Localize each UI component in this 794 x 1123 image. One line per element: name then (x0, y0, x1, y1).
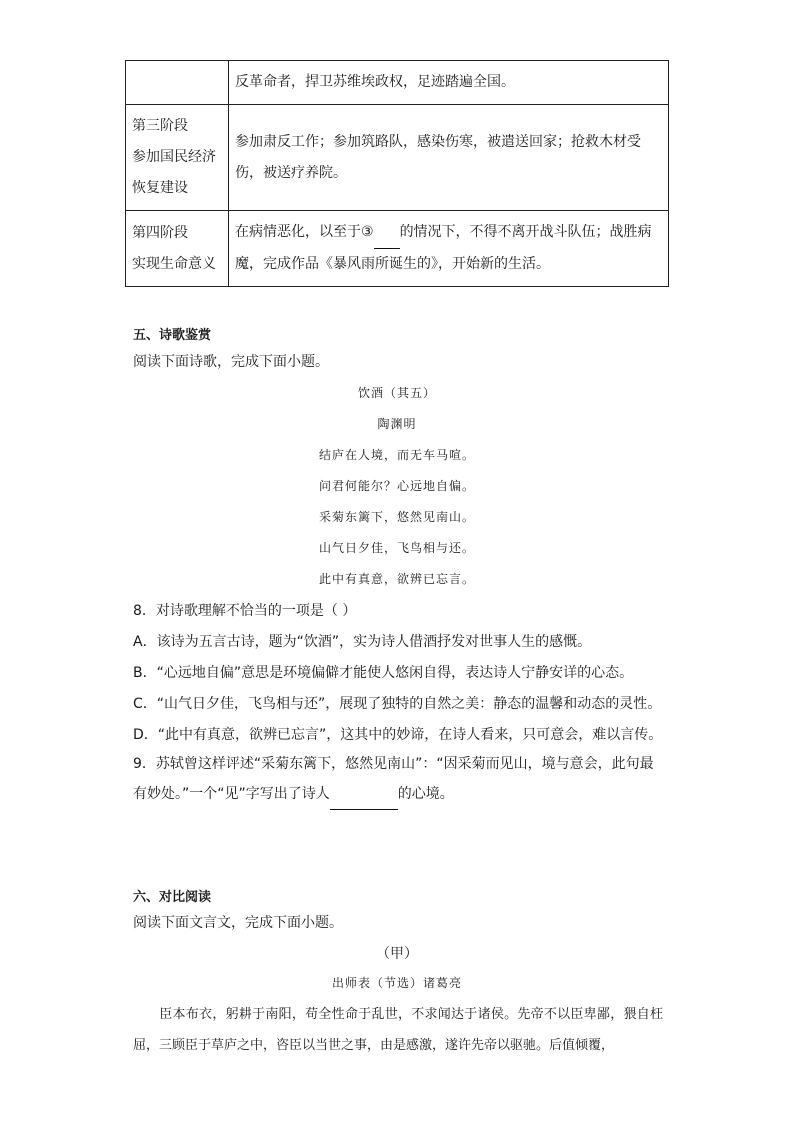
stage-cell: 第三阶段 参加国民经济 恢复建设 (126, 105, 229, 211)
passage-title: 出师表（节选）诸葛亮 (331, 976, 462, 990)
section-title: 六、对比阅读 (133, 890, 212, 905)
content-cell (229, 211, 669, 287)
section-title: 五、诗歌鉴赏 (133, 328, 212, 343)
poem-line: 结庐在人境，而无车马喧。 (318, 448, 475, 462)
option-b[interactable]: B．“心远地自偏”意思是环境偏僻才能使人悠闲自得，表达诗人宁静安详的心态。 (133, 665, 634, 681)
option-d[interactable]: D．“此中有真意，欲辨已忘言”，这其中的妙谛，在诗人看来，只可意会，难以言传。 (133, 727, 663, 743)
content-before-blank: 在病情恶化，以至于③ (235, 224, 374, 240)
answer-blank[interactable] (330, 779, 398, 810)
poem-line: 采菊东篱下，悠然见南山。 (318, 510, 475, 524)
passage-label: （甲） (376, 946, 418, 962)
poem-line: 此中有真意，欲辨已忘言。 (318, 572, 475, 586)
poem-line: 山气日夕佳，飞鸟相与还。 (318, 541, 475, 555)
content-cell: 参加肃反工作；参加筑路队，感染伤寒，被遣送回家；抢救木材受伤，被送疗养院。 (229, 105, 669, 211)
option-c[interactable]: C．“山气日夕佳，飞鸟相与还”，展现了独特的自然之美：静态的温馨和动态的灵性。 (133, 696, 662, 712)
table-row (126, 105, 669, 211)
table-row (126, 61, 669, 105)
passage-body (133, 999, 663, 1061)
question-9 (133, 749, 663, 810)
section-instruction: 阅读下面文言文，完成下面小题。 (133, 915, 343, 931)
stage-cell: 第四阶段 实现生命意义 (126, 211, 229, 287)
table-row (126, 211, 669, 287)
question-9-tail: 的心境。 (397, 786, 454, 802)
poem-line: 问君何能尔？心远地自偏。 (318, 479, 475, 493)
stage-table (125, 60, 669, 287)
question-8-stem: 8．对诗歌理解不恰当的一项是（ ） (133, 603, 357, 619)
section-instruction: 阅读下面诗歌，完成下面小题。 (133, 354, 329, 370)
question-9-text: 9．苏轼曾这样评述“采菊东篱下，悠然见南山”：“因采菊而见山，境与意会，此句最有妙处。”一个“见”字写出了诗人 (133, 756, 654, 802)
option-a[interactable]: A．该诗为五言古诗，题为“饮酒”，实为诗人借酒抒发对世事人生的感慨。 (133, 634, 592, 650)
content-cell: 反革命者，捍卫苏维埃政权，足迹踏遍全国。 (229, 61, 669, 105)
passage-text: 臣本布衣，躬耕于南阳，苟全性命于乱世，不求闻达于诸侯。先帝不以臣卑鄙，猥自枉屈，三顾臣于草庐之中，咨臣以当世之事，由是感激，遂许先帝以驱驰。后值倾覆， (133, 1007, 663, 1053)
answer-blank[interactable] (374, 217, 400, 249)
poem-title: 饮酒（其五） (357, 386, 436, 400)
poem-author: 陶渊明 (377, 417, 417, 431)
content-after-blank: 的情况下，不得不离开战斗队伍；战胜病魔，完成作品《暴风雨所诞生的》，开始新的生活。 (235, 224, 652, 272)
stage-cell (126, 61, 229, 105)
